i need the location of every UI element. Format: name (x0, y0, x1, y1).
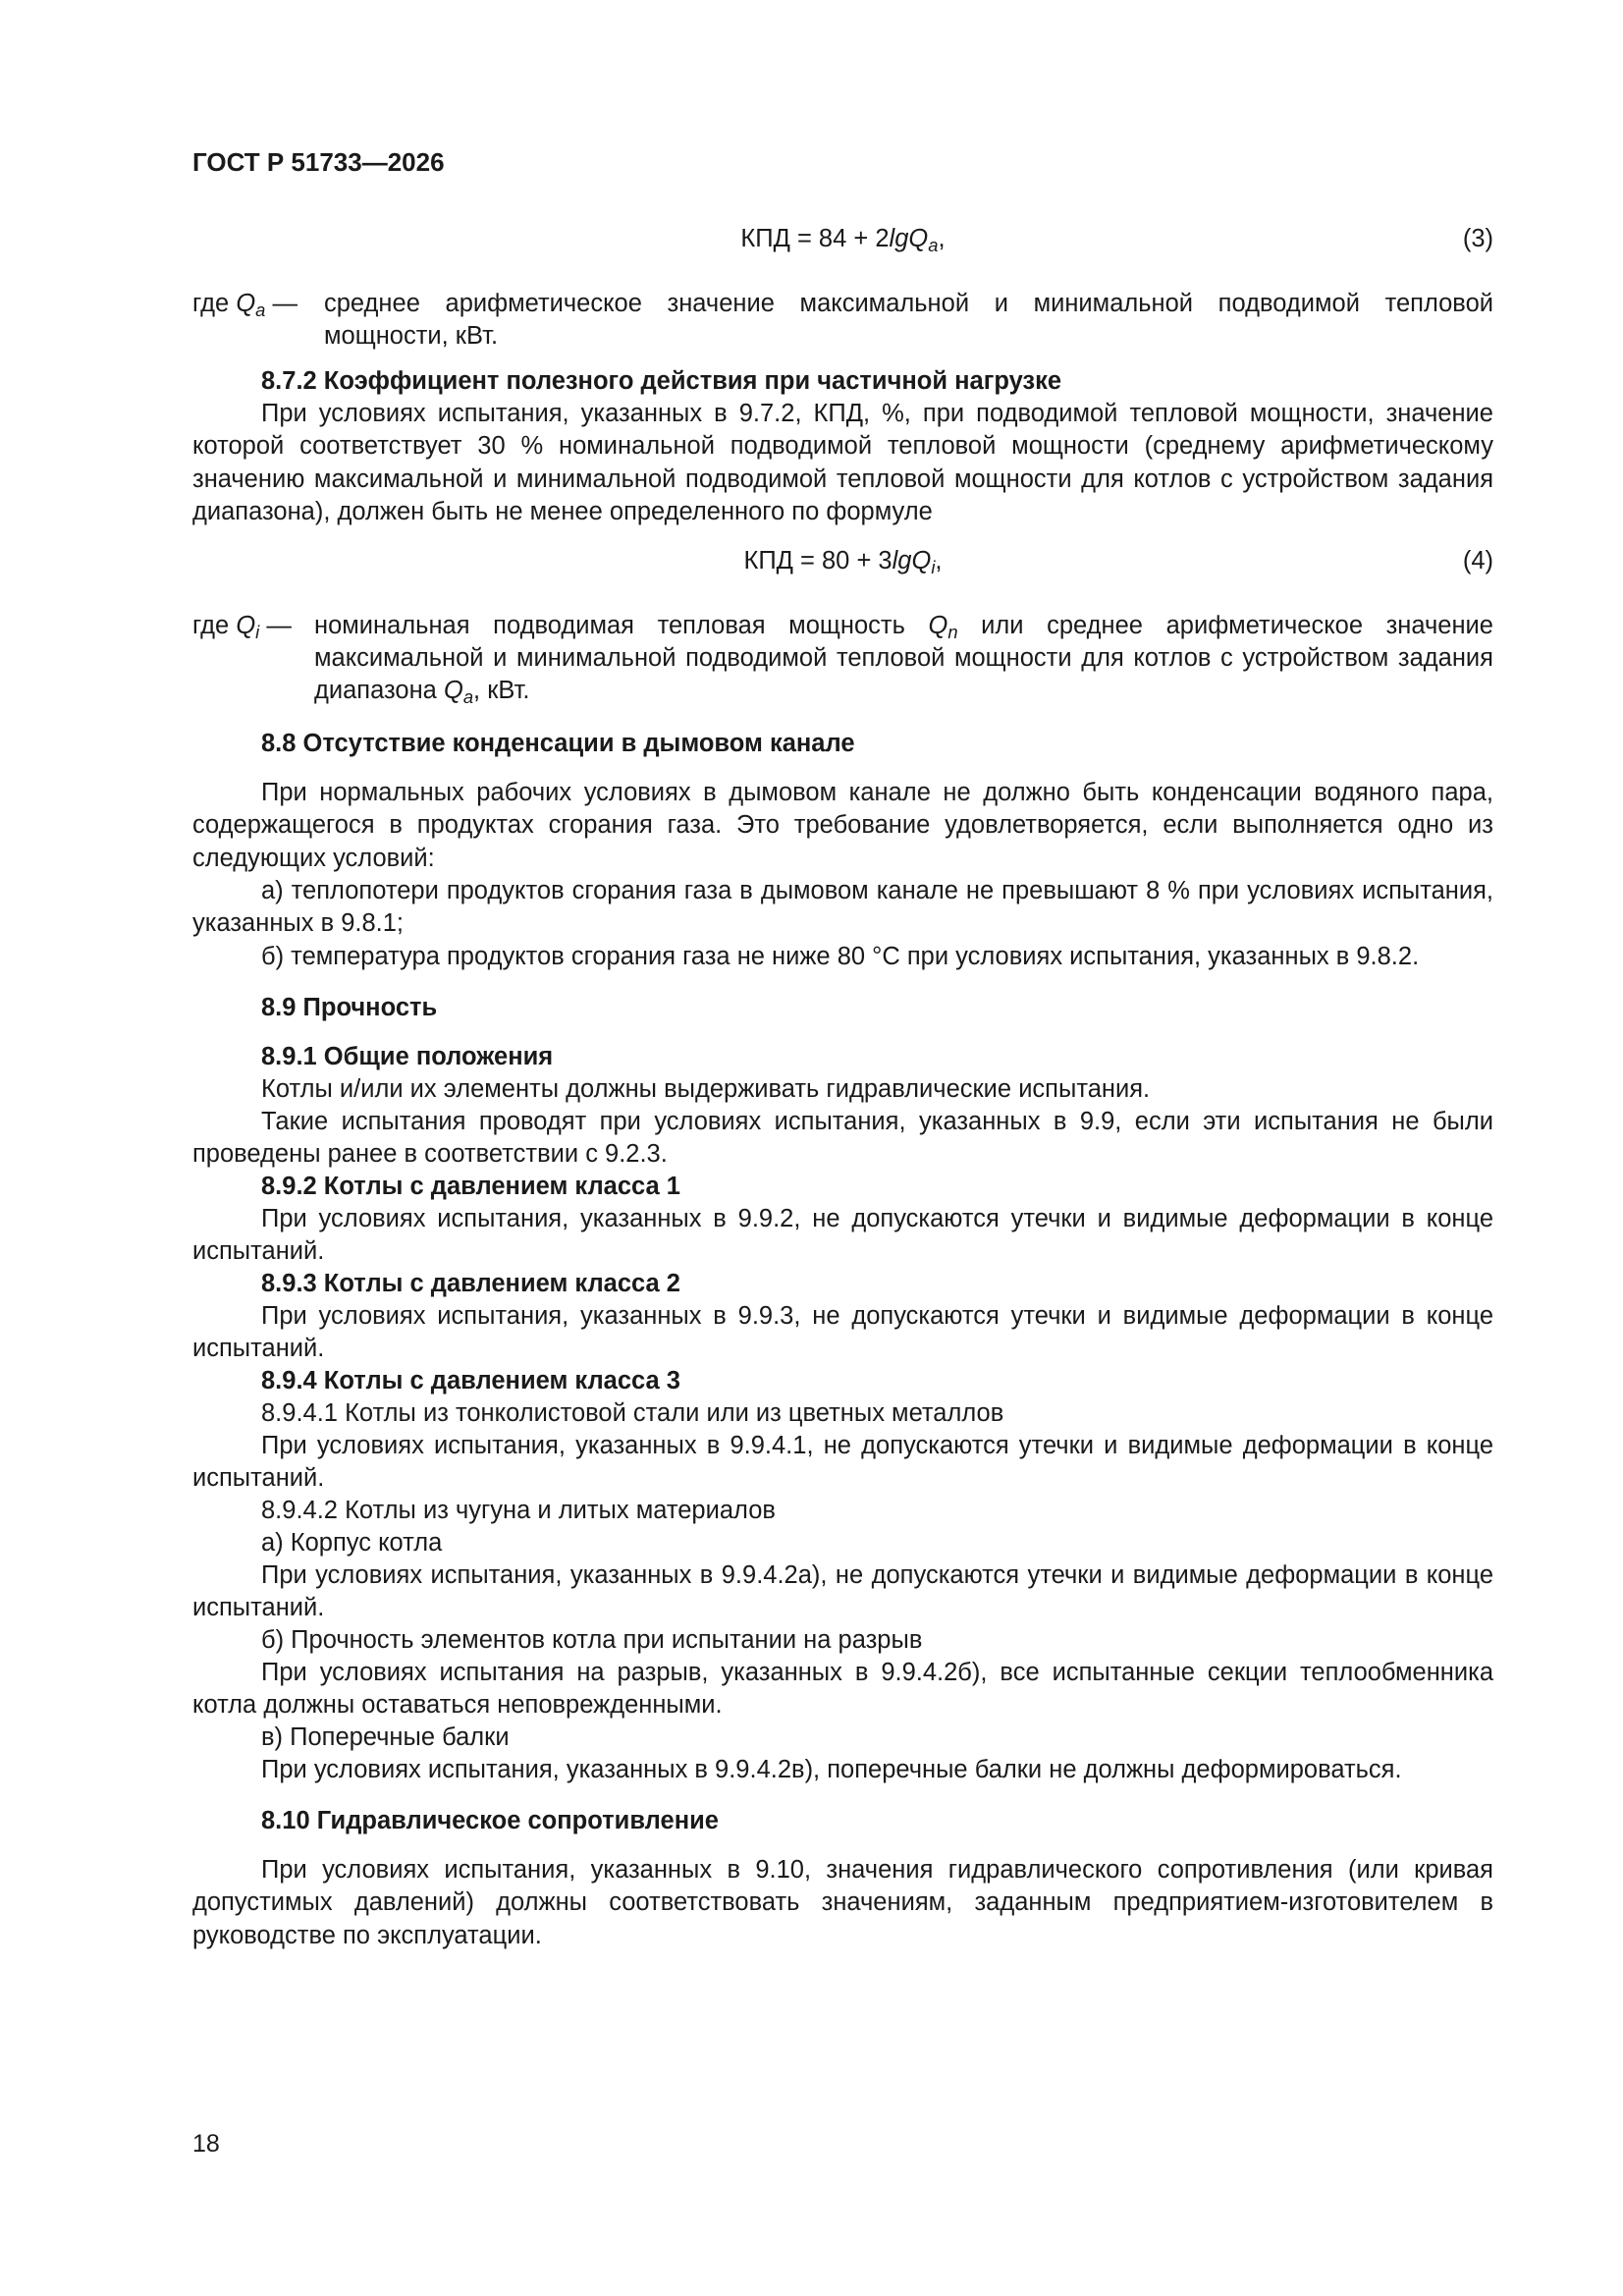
where-3-text: среднее арифметическое значение максимальной и минимальной подводимой тепловой мощности, кВт. (324, 290, 1493, 350)
section-8-9-2-heading: 8.9.2 Котлы с давлением класса 1 (261, 1173, 680, 1200)
section-8-9-1-paragraph-2: Такие испытания проводят при условиях испытания, указанных в 9.9, если эти испытания не были проведены ранее в соответствии с 9.2.3. (192, 1108, 1493, 1169)
equation-4-var: Q (911, 547, 932, 574)
section-8-9-4-2-title: 8.9.4.2 Котлы из чугуна и литых материалов (261, 1497, 776, 1524)
section-8-9-3-paragraph: При условиях испытания, указанных в 9.9.3, не допускаются утечки и видимые деформации в конце испытаний. (192, 1302, 1493, 1363)
where-4-text-a: номинальная подводимая тепловая мощность (314, 612, 905, 639)
section-8-9-4-1-title: 8.9.4.1 Котлы из тонколистовой стали или из цветных металлов (261, 1399, 1004, 1427)
where-block-3 (192, 288, 1493, 353)
section-8-9-1-paragraph-1: Котлы и/или их элементы должны выдерживать гидравлические испытания. (261, 1075, 1151, 1103)
equation-4-body (192, 547, 1493, 578)
equation-3-lhs: КПД = 84 + 2 (740, 225, 890, 252)
where-4-var: Q (236, 612, 256, 639)
section-8-9-4-2-b-paragraph: При условиях испытания на разрыв, указанных в 9.9.4.2б), все испытанные секции теплообменника котла должны оставаться неповрежденными. (192, 1659, 1493, 1720)
equation-3-number: (3) (1462, 225, 1493, 252)
equation-3 (192, 225, 1493, 260)
where-4-text-c: , кВт. (473, 677, 530, 704)
where-3-dash: — (272, 290, 298, 317)
equation-4-sub: i (931, 557, 936, 578)
section-8-9-4-2-c-title: в) Поперечные балки (261, 1723, 510, 1751)
section-8-9-4-heading: 8.9.4 Котлы с давлением класса 3 (261, 1367, 680, 1394)
equation-3-sub: a (928, 235, 939, 256)
where-block-4 (192, 610, 1493, 707)
equation-4-number: (4) (1462, 547, 1493, 574)
section-8-9-4-2-a-paragraph: При условиях испытания, указанных в 9.9.4.2а), не допускаются утечки и видимые деформации в конце испытаний. (192, 1561, 1493, 1622)
where-4-label (192, 610, 292, 642)
section-8-10-paragraph: При условиях испытания, указанных в 9.10, значения гидравлического сопротивления (или кривая допустимых давлений) должны соответствовать значениям, заданным предприятием-изготовителем в руководстве по эксплуатации. (192, 1856, 1493, 1949)
section-8-8-heading: 8.8 Отсутствие конденсации в дымовом канале (261, 730, 855, 757)
equation-4-fn: lg (892, 547, 912, 574)
where-3-sub: a (255, 300, 266, 321)
equation-3-tail: , (938, 225, 946, 252)
where-4-sub-a: a (462, 686, 474, 708)
equation-4-tail: , (935, 547, 943, 574)
equation-4 (192, 547, 1493, 582)
where-3-var: Q (236, 290, 256, 317)
where-3-prefix: где (192, 290, 230, 317)
page-number: 18 (192, 2130, 220, 2158)
where-4-sub-n: n (947, 622, 958, 643)
section-8-9-4-2-a-title: а) Корпус котла (261, 1529, 443, 1557)
section-8-9-2-paragraph: При условиях испытания, указанных в 9.9.2, не допускаются утечки и видимые деформации в конце испытаний. (192, 1205, 1493, 1266)
section-8-7-2-paragraph: При условиях испытания, указанных в 9.7.2, КПД, %, при подводимой тепловой мощности, значение которой соответствует 30 % номинальной подводимой тепловой мощности (среднему арифметическому значению максимальной и минимальной подводимой тепловой мощности для котлов с устройством задания диапазона), должен быть не менее определенного по формуле (192, 400, 1493, 526)
equation-4-lhs: КПД = 80 + 3 (743, 547, 893, 574)
where-4-dash: — (266, 612, 292, 639)
section-8-9-1-heading: 8.9.1 Общие положения (261, 1043, 554, 1070)
where-4-prefix: где (192, 612, 230, 639)
equation-3-body (192, 225, 1493, 256)
section-8-9-4-2-c-paragraph: При условиях испытания, указанных в 9.9.4.2в), поперечные балки не должны деформироваться. (261, 1756, 1402, 1783)
where-4-var-a: Q (443, 677, 463, 704)
section-8-9-heading: 8.9 Прочность (261, 994, 438, 1021)
equation-3-fn: lg (889, 225, 909, 252)
document-header: ГОСТ Р 51733—2026 (192, 147, 445, 177)
section-8-9-3-heading: 8.9.3 Котлы с давлением класса 2 (261, 1270, 680, 1297)
section-8-9-4-1-paragraph: При условиях испытания, указанных в 9.9.4.1, не допускаются утечки и видимые деформации в конце испытаний. (192, 1432, 1493, 1493)
section-8-8-paragraph: При нормальных рабочих условиях в дымовом канале не должно быть конденсации водяного пара, содержащегося в продуктах сгорания газа. Это требование удовлетворяется, если выполняется одно из следующих условий: (192, 779, 1493, 872)
section-8-9-4-2-b-title: б) Прочность элементов котла при испытании на разрыв (261, 1626, 923, 1654)
where-4-text (192, 610, 1493, 707)
equation-3-var: Q (908, 225, 929, 252)
where-4-sub: i (255, 622, 260, 643)
where-3-label (192, 288, 298, 320)
where-4-var-n: Q (928, 612, 948, 639)
section-8-10-heading: 8.10 Гидравлическое сопротивление (261, 1807, 719, 1834)
section-8-8-item-a: а) теплопотери продуктов сгорания газа в дымовом канале не превышают 8 % при условиях испытания, указанных в 9.8.1; (192, 877, 1493, 938)
section-8-7-2-heading: 8.7.2 Коэффициент полезного действия при частичной нагрузке (261, 367, 1062, 395)
where-4-text-b: или среднее арифметическое значение максимальной и минимальной подводимой тепловой мощности для котлов с устройством задания диапазона (314, 612, 1493, 704)
section-8-8-item-b: б) температура продуктов сгорания газа не ниже 80 °C при условиях испытания, указанных в 9.8.2. (261, 943, 1420, 970)
